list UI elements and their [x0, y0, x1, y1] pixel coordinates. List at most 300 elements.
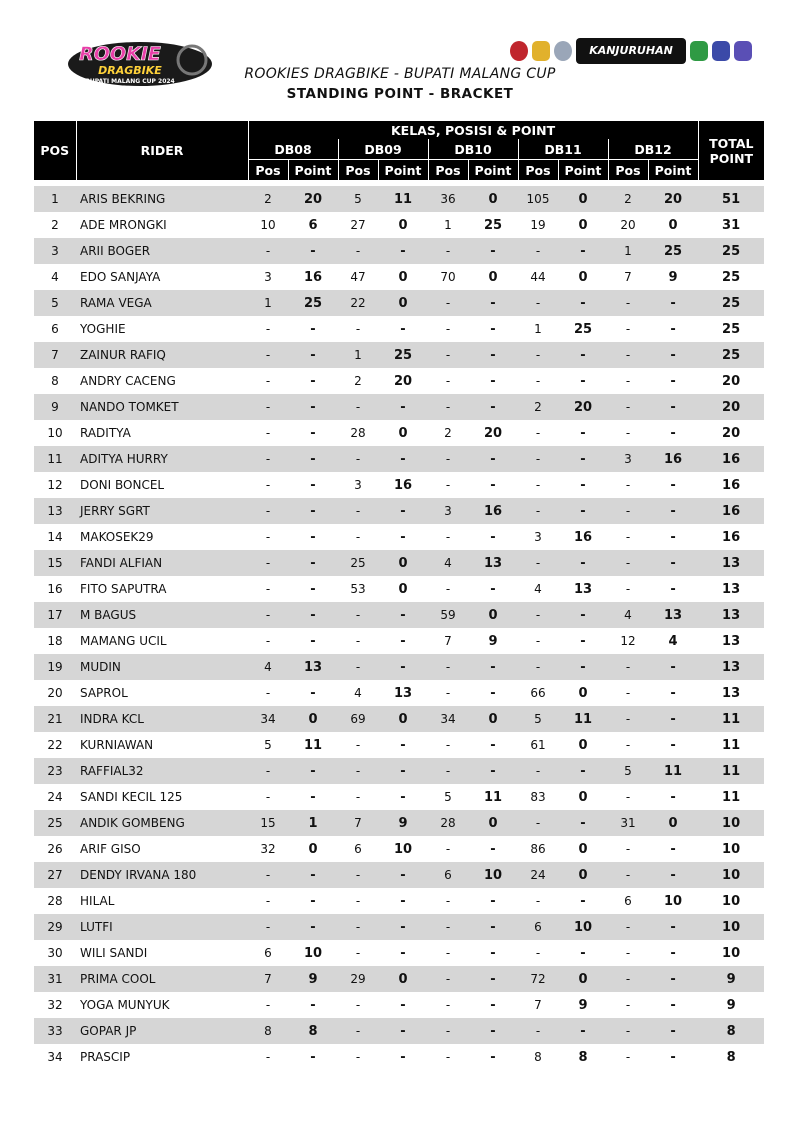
class-position: 44 — [518, 264, 558, 290]
class-position: 15 — [248, 810, 288, 836]
class-position: - — [608, 654, 648, 680]
class-position: - — [428, 758, 468, 784]
rider-name: GOPAR JP — [76, 1018, 248, 1044]
class-point: - — [648, 368, 698, 394]
class-point: 16 — [288, 264, 338, 290]
table-row — [34, 784, 764, 810]
page-title: ROOKIES DRAGBIKE - BUPATI MALANG CUP — [244, 66, 556, 82]
total-point: 16 — [698, 524, 764, 550]
class-position: 28 — [428, 810, 468, 836]
row-position: 24 — [34, 784, 76, 810]
class-position: - — [518, 472, 558, 498]
class-point: - — [558, 238, 608, 264]
class-position: - — [608, 914, 648, 940]
class-position: 5 — [248, 732, 288, 758]
class-point: - — [468, 992, 518, 1018]
total-point: 13 — [698, 628, 764, 654]
class-position: - — [518, 602, 558, 628]
class-point: - — [288, 888, 338, 914]
class-header: DB11 — [518, 139, 608, 160]
rider-name: YOGA MUNYUK — [76, 992, 248, 1018]
class-point: - — [648, 524, 698, 550]
class-position: - — [248, 524, 288, 550]
row-position: 13 — [34, 498, 76, 524]
class-position: 34 — [248, 706, 288, 732]
class-position: - — [338, 446, 378, 472]
table-row — [34, 316, 764, 342]
class-position: - — [338, 316, 378, 342]
row-position: 34 — [34, 1044, 76, 1070]
class-position: - — [608, 1018, 648, 1044]
class-point: 25 — [468, 212, 518, 238]
regional-emblem-icon — [532, 41, 550, 61]
class-position: 3 — [518, 524, 558, 550]
class-position: - — [428, 316, 468, 342]
class-point: - — [648, 784, 698, 810]
row-position: 29 — [34, 914, 76, 940]
table-row — [34, 992, 764, 1018]
class-point: - — [288, 238, 338, 264]
class-point: - — [648, 472, 698, 498]
class-position: - — [608, 862, 648, 888]
total-point: 9 — [698, 992, 764, 1018]
class-point: - — [648, 966, 698, 992]
class-point: - — [648, 680, 698, 706]
class-position: 31 — [608, 810, 648, 836]
class-point: - — [558, 940, 608, 966]
class-point: - — [558, 628, 608, 654]
rider-name: NANDO TOMKET — [76, 394, 248, 420]
class-point: - — [648, 316, 698, 342]
sponsor-logos — [510, 34, 760, 68]
class-position: - — [608, 706, 648, 732]
total-point: 51 — [698, 186, 764, 212]
class-position: 7 — [608, 264, 648, 290]
class-point: 10 — [378, 836, 428, 862]
class-point: - — [378, 992, 428, 1018]
row-position: 18 — [34, 628, 76, 654]
sub-header-point: Point — [648, 160, 698, 181]
class-position: - — [248, 550, 288, 576]
total-point: 16 — [698, 498, 764, 524]
class-position: - — [428, 368, 468, 394]
class-header: DB10 — [428, 139, 518, 160]
class-position: - — [608, 290, 648, 316]
class-point: - — [288, 316, 338, 342]
class-position: - — [338, 914, 378, 940]
class-point: 16 — [648, 446, 698, 472]
class-position: - — [518, 550, 558, 576]
class-point: 9 — [378, 810, 428, 836]
class-position: - — [338, 1018, 378, 1044]
crest-emblem-icon — [734, 41, 752, 61]
class-position: - — [428, 940, 468, 966]
class-position: - — [338, 628, 378, 654]
class-position: 6 — [518, 914, 558, 940]
row-position: 31 — [34, 966, 76, 992]
police-emblem-icon — [510, 41, 528, 61]
class-position: - — [608, 550, 648, 576]
total-point: 25 — [698, 316, 764, 342]
class-position: - — [338, 888, 378, 914]
class-point: - — [558, 654, 608, 680]
rider-name: RAMA VEGA — [76, 290, 248, 316]
row-position: 19 — [34, 654, 76, 680]
rider-name: FITO SAPUTRA — [76, 576, 248, 602]
sub-header-pos: Pos — [338, 160, 378, 181]
class-point: - — [378, 238, 428, 264]
row-position: 5 — [34, 290, 76, 316]
class-point: - — [558, 1018, 608, 1044]
class-point: - — [558, 342, 608, 368]
class-point: - — [288, 628, 338, 654]
class-position: - — [518, 342, 558, 368]
class-point: 13 — [378, 680, 428, 706]
class-position: 22 — [338, 290, 378, 316]
shield-emblem-icon — [712, 41, 730, 61]
class-point: 13 — [648, 602, 698, 628]
class-position: - — [608, 524, 648, 550]
table-row — [34, 680, 764, 706]
table-row — [34, 758, 764, 784]
total-point: 10 — [698, 940, 764, 966]
total-point: 13 — [698, 680, 764, 706]
class-position: 69 — [338, 706, 378, 732]
class-point: - — [558, 550, 608, 576]
class-position: - — [518, 888, 558, 914]
sub-header-pos: Pos — [248, 160, 288, 181]
class-point: 0 — [648, 212, 698, 238]
class-point: - — [378, 1018, 428, 1044]
class-position: 4 — [338, 680, 378, 706]
rider-name: ARII BOGER — [76, 238, 248, 264]
class-point: 16 — [468, 498, 518, 524]
row-position: 22 — [34, 732, 76, 758]
row-position: 23 — [34, 758, 76, 784]
class-position: 47 — [338, 264, 378, 290]
class-point: - — [288, 472, 338, 498]
class-position: - — [608, 316, 648, 342]
table-row — [34, 264, 764, 290]
class-position: - — [428, 576, 468, 602]
table-row — [34, 394, 764, 420]
class-point: - — [558, 290, 608, 316]
class-position: - — [608, 680, 648, 706]
table-row — [34, 836, 764, 862]
class-position: 1 — [248, 290, 288, 316]
table-row — [34, 290, 764, 316]
class-point: 11 — [648, 758, 698, 784]
row-position: 4 — [34, 264, 76, 290]
class-point: - — [558, 810, 608, 836]
total-point: 25 — [698, 264, 764, 290]
class-point: 0 — [558, 732, 608, 758]
rider-name: RAFFIAL32 — [76, 758, 248, 784]
sub-header-pos: Pos — [518, 160, 558, 181]
row-position: 25 — [34, 810, 76, 836]
table-row — [34, 212, 764, 238]
class-point: 11 — [378, 186, 428, 212]
class-position: - — [338, 394, 378, 420]
class-position: - — [608, 784, 648, 810]
class-position: - — [248, 602, 288, 628]
rider-name: KURNIAWAN — [76, 732, 248, 758]
total-point: 10 — [698, 810, 764, 836]
standings-table — [34, 121, 764, 1070]
class-point: - — [288, 446, 338, 472]
class-point: - — [558, 758, 608, 784]
class-point: - — [558, 446, 608, 472]
rider-name: MAKOSEK29 — [76, 524, 248, 550]
table-row — [34, 628, 764, 654]
class-point: 10 — [558, 914, 608, 940]
class-point: 0 — [378, 576, 428, 602]
row-position: 6 — [34, 316, 76, 342]
class-position: 105 — [518, 186, 558, 212]
class-point: 0 — [558, 862, 608, 888]
class-point: - — [378, 316, 428, 342]
class-position: - — [608, 472, 648, 498]
class-point: - — [378, 1044, 428, 1070]
class-point: - — [468, 732, 518, 758]
col-header-rider: RIDER — [76, 121, 248, 180]
class-position: - — [248, 368, 288, 394]
table-row — [34, 810, 764, 836]
class-position: 5 — [518, 706, 558, 732]
table-row — [34, 966, 764, 992]
class-position: - — [428, 992, 468, 1018]
class-position: - — [428, 290, 468, 316]
class-position: - — [428, 1018, 468, 1044]
row-position: 26 — [34, 836, 76, 862]
class-point: - — [378, 888, 428, 914]
class-point: 0 — [468, 706, 518, 732]
total-point: 10 — [698, 888, 764, 914]
class-position: - — [608, 576, 648, 602]
class-position: - — [608, 992, 648, 1018]
class-point: - — [468, 1044, 518, 1070]
row-position: 9 — [34, 394, 76, 420]
class-position: 28 — [338, 420, 378, 446]
rider-name: ANDRY CACENG — [76, 368, 248, 394]
class-point: 0 — [468, 810, 518, 836]
class-position: 6 — [608, 888, 648, 914]
class-position: - — [518, 420, 558, 446]
rider-name: EDO SANJAYA — [76, 264, 248, 290]
class-position: - — [428, 524, 468, 550]
class-position: - — [248, 498, 288, 524]
table-row — [34, 862, 764, 888]
rider-name: ARIS BEKRING — [76, 186, 248, 212]
row-position: 12 — [34, 472, 76, 498]
class-header: DB08 — [248, 139, 338, 160]
class-point: - — [468, 472, 518, 498]
rider-name: RADITYA — [76, 420, 248, 446]
total-point: 11 — [698, 706, 764, 732]
class-point: - — [648, 836, 698, 862]
class-point: - — [558, 420, 608, 446]
table-row — [34, 602, 764, 628]
row-position: 7 — [34, 342, 76, 368]
row-position: 30 — [34, 940, 76, 966]
total-point: 13 — [698, 576, 764, 602]
class-point: - — [288, 524, 338, 550]
total-point: 8 — [698, 1044, 764, 1070]
class-position: 7 — [518, 992, 558, 1018]
class-position: - — [248, 992, 288, 1018]
rider-name: ADITYA HURRY — [76, 446, 248, 472]
class-position: 5 — [428, 784, 468, 810]
sub-header-point: Point — [558, 160, 608, 181]
class-point: 25 — [288, 290, 338, 316]
class-position: - — [248, 394, 288, 420]
class-point: 0 — [558, 212, 608, 238]
class-position: 2 — [248, 186, 288, 212]
class-point: - — [468, 966, 518, 992]
rider-name: YOGHIE — [76, 316, 248, 342]
total-point: 25 — [698, 290, 764, 316]
class-point: 25 — [648, 238, 698, 264]
class-position: - — [608, 498, 648, 524]
total-point: 25 — [698, 238, 764, 264]
class-point: 0 — [558, 680, 608, 706]
class-point: - — [288, 914, 338, 940]
class-position: 10 — [248, 212, 288, 238]
class-point: - — [468, 576, 518, 602]
class-position: - — [608, 732, 648, 758]
table-row — [34, 550, 764, 576]
class-point: - — [648, 576, 698, 602]
class-point: 0 — [468, 186, 518, 212]
class-position: - — [248, 784, 288, 810]
class-position: 59 — [428, 602, 468, 628]
class-position: - — [518, 446, 558, 472]
class-position: 2 — [608, 186, 648, 212]
class-point: - — [378, 446, 428, 472]
rider-name: MAMANG UCIL — [76, 628, 248, 654]
class-header: DB12 — [608, 139, 698, 160]
class-point: - — [288, 1044, 338, 1070]
class-point: - — [378, 628, 428, 654]
row-position: 1 — [34, 186, 76, 212]
class-point: 0 — [558, 186, 608, 212]
total-point: 8 — [698, 1018, 764, 1044]
class-position: - — [608, 394, 648, 420]
class-point: 13 — [558, 576, 608, 602]
class-point: - — [468, 446, 518, 472]
class-point: - — [468, 680, 518, 706]
class-position: 12 — [608, 628, 648, 654]
class-point: - — [468, 836, 518, 862]
rider-name: ARIF GISO — [76, 836, 248, 862]
rider-name: ADE MRONGKI — [76, 212, 248, 238]
class-point: 16 — [378, 472, 428, 498]
rider-name: ZAINUR RAFIQ — [76, 342, 248, 368]
class-position: 1 — [338, 342, 378, 368]
class-position: - — [608, 940, 648, 966]
class-position: - — [608, 420, 648, 446]
class-point: - — [378, 784, 428, 810]
class-point: - — [288, 992, 338, 1018]
class-position: 4 — [428, 550, 468, 576]
class-point: 11 — [288, 732, 338, 758]
rider-name: MUDIN — [76, 654, 248, 680]
rider-name: JERRY SGRT — [76, 498, 248, 524]
class-position: - — [428, 394, 468, 420]
class-point: 0 — [378, 212, 428, 238]
class-position: - — [338, 784, 378, 810]
class-position: - — [608, 966, 648, 992]
class-point: 11 — [558, 706, 608, 732]
class-position: 2 — [338, 368, 378, 394]
sub-header-point: Point — [378, 160, 428, 181]
class-position: 61 — [518, 732, 558, 758]
class-position: 4 — [608, 602, 648, 628]
class-position: - — [338, 602, 378, 628]
total-point: 20 — [698, 368, 764, 394]
row-position: 21 — [34, 706, 76, 732]
class-position: 3 — [608, 446, 648, 472]
class-point: - — [558, 368, 608, 394]
class-point: - — [468, 654, 518, 680]
table-row — [34, 472, 764, 498]
class-position: - — [428, 680, 468, 706]
class-point: - — [468, 1018, 518, 1044]
total-point: 11 — [698, 732, 764, 758]
class-position: - — [338, 498, 378, 524]
class-point: - — [558, 498, 608, 524]
class-point: 13 — [468, 550, 518, 576]
row-position: 32 — [34, 992, 76, 1018]
class-position: 3 — [338, 472, 378, 498]
class-point: 0 — [378, 550, 428, 576]
total-point: 11 — [698, 758, 764, 784]
class-point: 0 — [558, 966, 608, 992]
class-point: - — [288, 498, 338, 524]
class-position: - — [248, 420, 288, 446]
class-position: - — [338, 524, 378, 550]
class-point: 0 — [558, 264, 608, 290]
class-position: 29 — [338, 966, 378, 992]
class-point: - — [378, 654, 428, 680]
class-point: - — [648, 1018, 698, 1044]
class-point: - — [378, 940, 428, 966]
class-point: - — [288, 394, 338, 420]
total-point: 9 — [698, 966, 764, 992]
class-position: - — [518, 810, 558, 836]
class-position: - — [428, 446, 468, 472]
class-position: 8 — [518, 1044, 558, 1070]
class-position: - — [338, 992, 378, 1018]
class-point: - — [378, 498, 428, 524]
class-position: - — [248, 342, 288, 368]
class-position: 25 — [338, 550, 378, 576]
total-point: 11 — [698, 784, 764, 810]
table-row — [34, 706, 764, 732]
class-point: - — [468, 758, 518, 784]
total-point: 25 — [698, 342, 764, 368]
class-position: - — [428, 732, 468, 758]
class-position: 5 — [338, 186, 378, 212]
total-point: 13 — [698, 602, 764, 628]
class-point: - — [648, 498, 698, 524]
class-position: - — [248, 238, 288, 264]
class-position: 70 — [428, 264, 468, 290]
class-point: - — [648, 342, 698, 368]
class-point: 0 — [378, 290, 428, 316]
class-position: - — [608, 368, 648, 394]
class-point: - — [288, 368, 338, 394]
